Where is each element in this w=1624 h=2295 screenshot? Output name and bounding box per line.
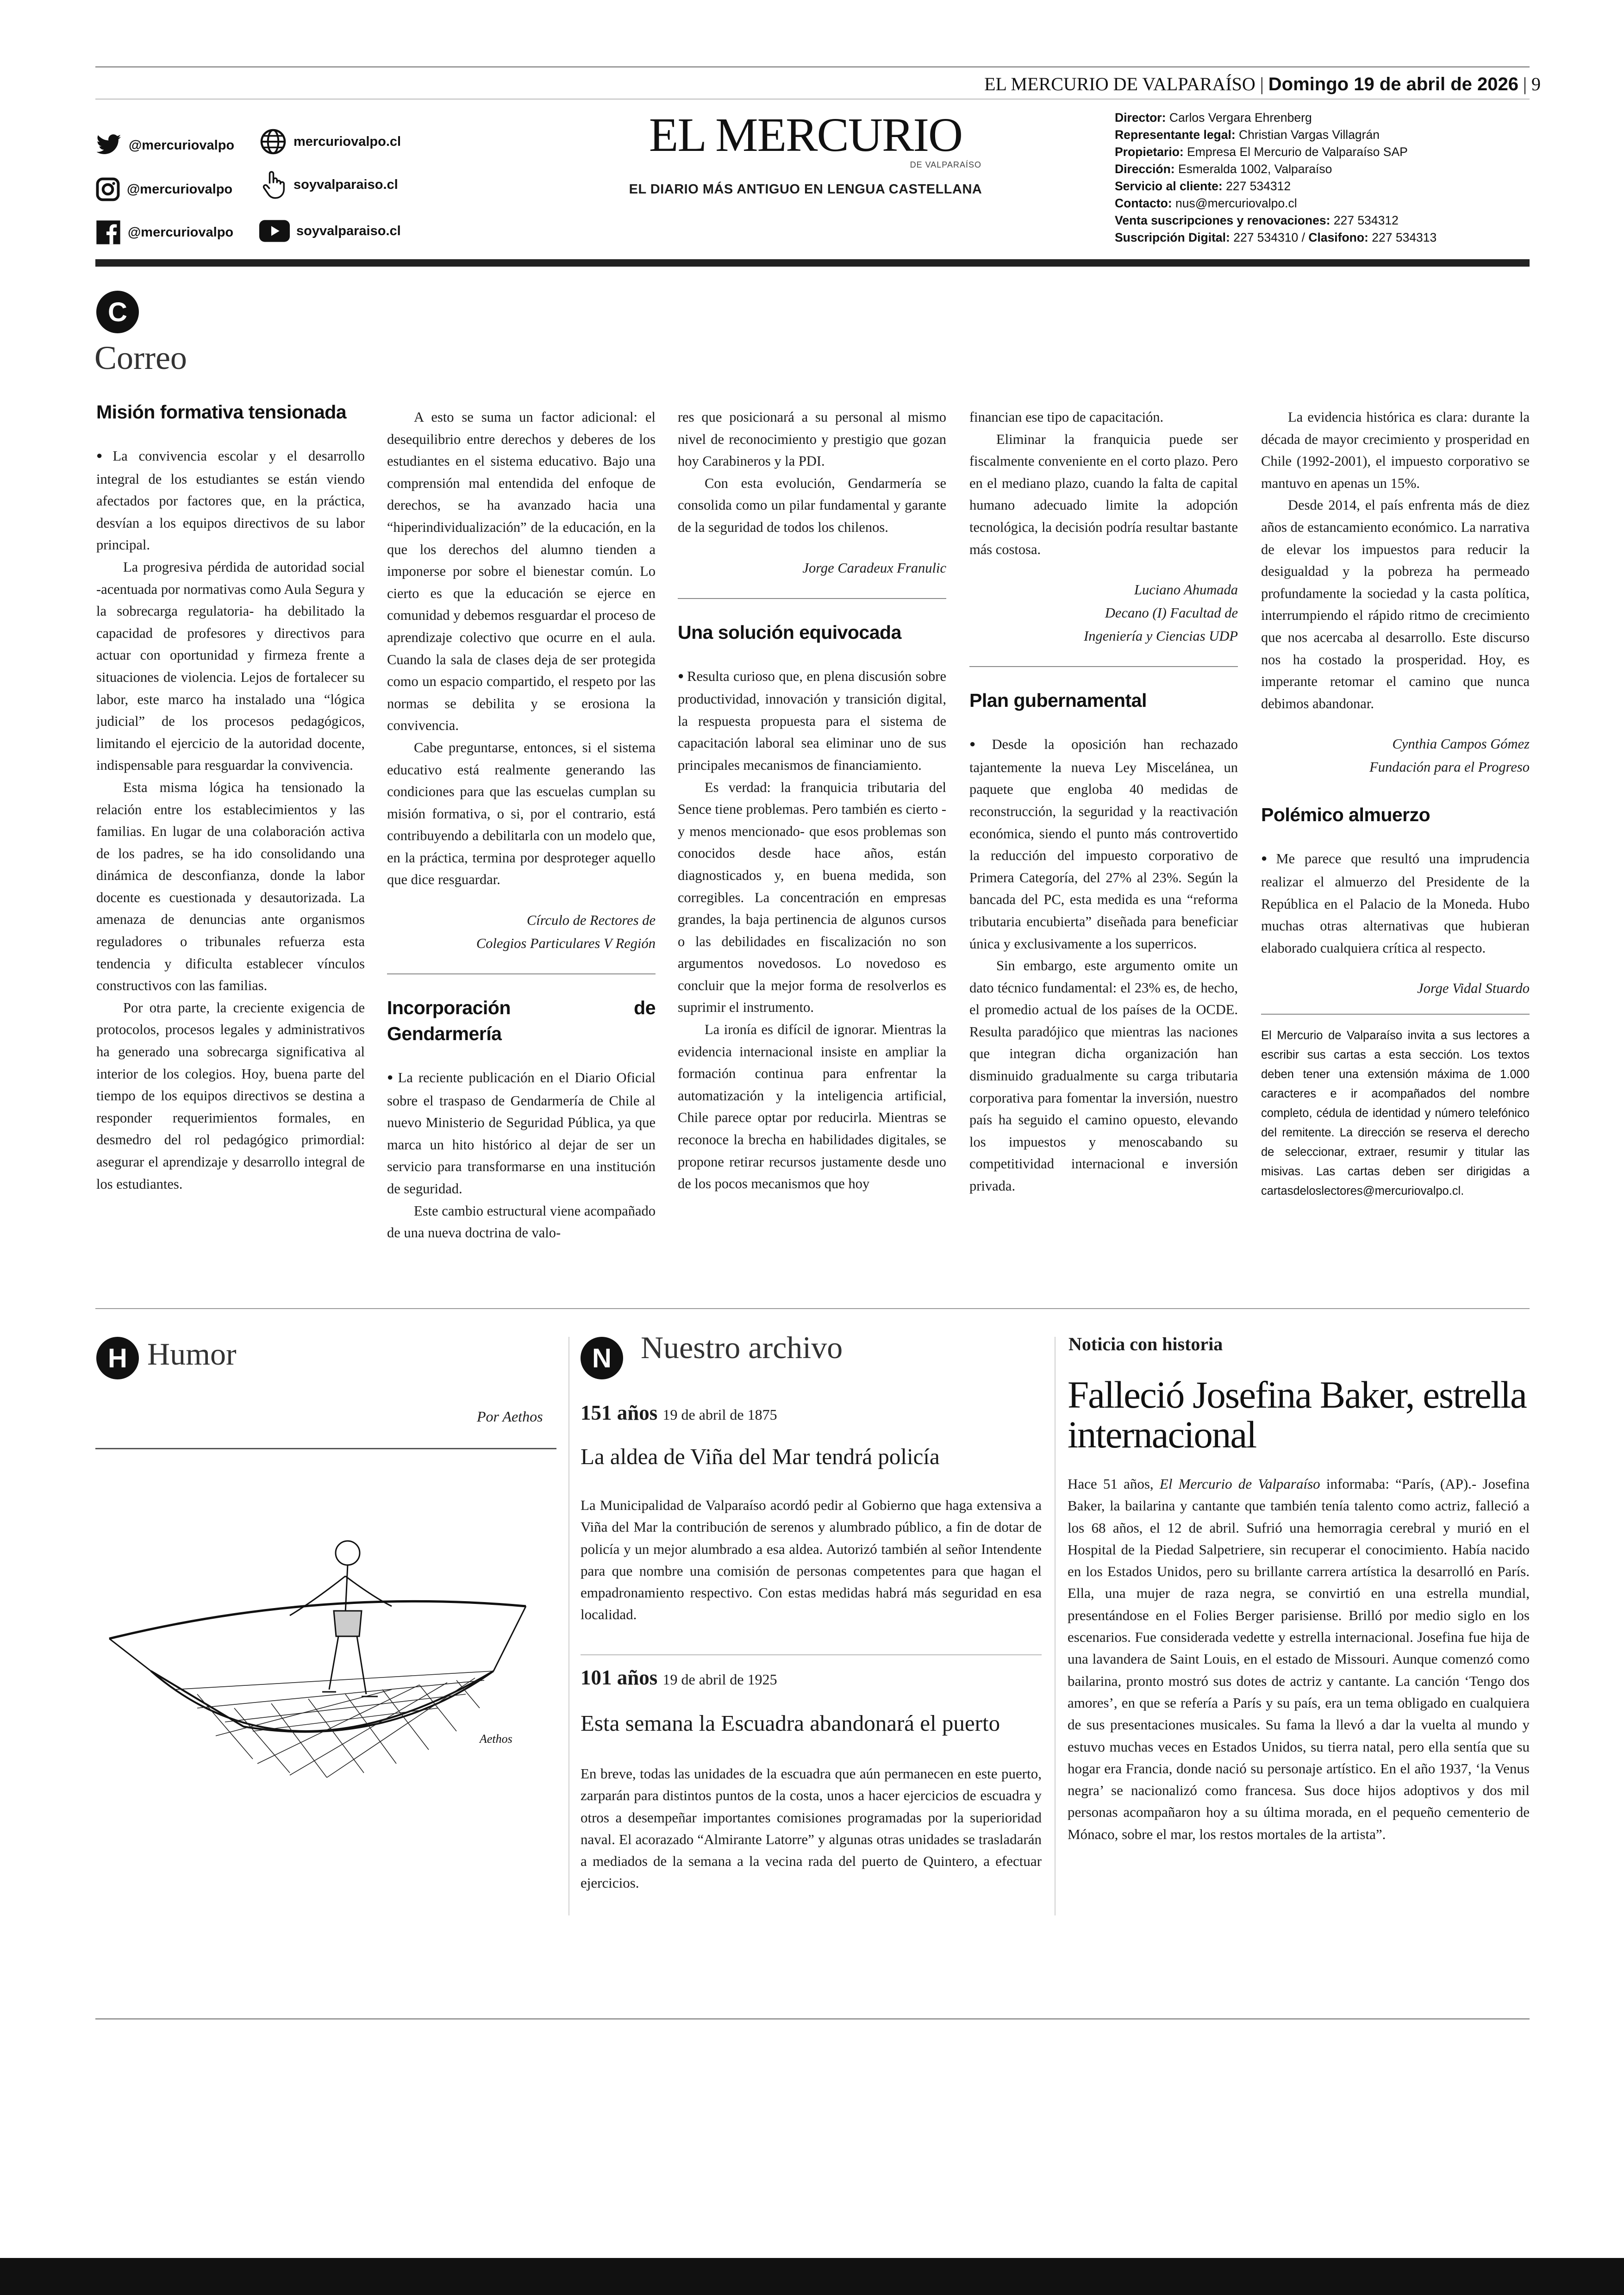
masthead <box>611 108 1000 197</box>
archive-item-2-header <box>581 1665 777 1690</box>
letter-signature: Círculo de Rectores de Colegios Particulares V Región <box>476 912 656 952</box>
letter-column-4 <box>969 406 1238 1197</box>
staff-line: Servicio al cliente: 227 534312 <box>1115 179 1291 193</box>
letter-paragraph: Esta misma lógica ha tensionado la relación entre los establecimientos y las familias. En lugar de una colaboración activa de los padres, se ha ido consolidando una dinámica de desconfianza, donde la labor docente es cuestionada y desautorizada. La amenaza de denuncias ante organismos reguladores o tribunales refuerza esta tendencia y dificulta establecer vínculos constructivos con las familias. <box>96 779 365 994</box>
letter-divider <box>387 973 656 974</box>
masthead-bottom-rule <box>95 259 1530 267</box>
humor-rule <box>95 1448 556 1449</box>
letter-headline: Una solución equivocada <box>678 621 901 643</box>
letter-signature: Luciano Ahumada Decano (I) Facultad de Ingeniería y Ciencias UDP <box>1084 582 1238 644</box>
letter-paragraph: Desde 2014, el país enfrenta más de diez años de estancamiento económico. La narrativa de elevar los impuestos para reducir la desigualdad y la pobreza ha permeado profundamente la sociedad y la casta política, interrumpiendo el rápido ritmo de crecimiento que nos acercaba al desarrollo. Este discurso nos ha costado la prosperidad. Hoy, es imperante retomar el camino que nunca debimos abandonar. <box>1261 497 1530 711</box>
letter-column-5 <box>1261 406 1530 1201</box>
letter-divider <box>1261 1014 1530 1015</box>
letter-headline: Misión formativa tensionada <box>96 401 347 423</box>
column-divider <box>568 1337 569 1915</box>
social-instagram[interactable] <box>95 177 232 202</box>
archive-headline: Esta semana la Escuadra abandonará el puerto <box>581 1710 1000 1736</box>
letter-paragraph: ● Resulta curioso que, en plena discusión sobre productividad, innovación y transición digital, la respuesta propuesta para el sistema de capacitación laboral sea eliminar uno de sus principales mecanismos de financiamiento. <box>678 666 946 777</box>
instagram-handle: @mercuriovalpo <box>127 181 233 197</box>
letter-column-3 <box>678 406 946 1195</box>
correo-bottom-rule <box>95 1308 1530 1309</box>
letter-headline: Polémico almuerzo <box>1261 804 1430 826</box>
archivo-title: Nuestro archivo <box>641 1330 843 1365</box>
letter-paragraph: La ironía es difícil de ignorar. Mientras la evidencia internacional insiste en ampliar la formación continua para enfrentar la automatización y la inteligencia artificial, Chile parece optar por reducirla. Mientras se reconoce la brecha en habilidades digitales, se propone retirar recursos justamente desde uno de los pocos mecanismos que hoy <box>678 1022 946 1192</box>
twitter-icon <box>95 134 122 156</box>
letter-signature: Jorge Vidal Stuardo <box>1417 980 1530 997</box>
masthead-tagline: EL DIARIO MÁS ANTIGUO EN LENGUA CASTELLANA <box>629 182 982 197</box>
hammock-mesh <box>174 1671 493 1777</box>
staff-box <box>1115 109 1531 246</box>
correo-badge: C <box>96 291 139 333</box>
facebook-handle: @mercuriovalpo <box>128 225 234 240</box>
story-headline: Falleció Josefina Baker, estrella internacional <box>1068 1373 1526 1456</box>
social-web2[interactable] <box>259 169 398 200</box>
letter-column-1 <box>96 399 365 1195</box>
letter-divider <box>678 598 946 599</box>
letter-paragraph: Por otra parte, la creciente exigencia de protocolos, procesos legales y administrativos ha generado una sobrecarga significativa al interior de los colegios. Hoy, buena parte del tiempo de los equipos directivos se destina a responder requerimientos formales, en desmedro del rol pedagógico primordial: asegurar el aprendizaje y desarrollo integral de los estudiantes. <box>96 999 365 1192</box>
masthead-logo: EL MERCURIO <box>649 108 962 162</box>
letter-paragraph: A esto se suma un factor adicional: el desequilibrio entre derechos y deberes de los estudiantes en el sistema educativo. Bajo una comprensión mal entendida del enfoque de derechos, se ha avanzado hacia una “hiperindividualización” de la educación, en la que los derechos del alumno tienden a imponerse por sobre el bienestar común. Lo cierto es que la educación se ejerce en comunidad y debemos resguardar el proceso de aprendizaje colectivo que ocurre en el aula. Cuando la sala de clases deja de ser protegida como un espacio compartido, el respeto por las normas se debilita y se erosiona la convivencia. <box>387 409 656 734</box>
letter-paragraph: Con esta evolución, Gendarmería se consolida como un pilar fundamental y garante de la seguridad de todos los chilenos. <box>678 475 946 535</box>
letter-paragraph: ● Desde la oposición han rechazado tajantemente la nueva Ley Miscelánea, un paquete que engloba 40 medidas de reconstrucción, la seguridad y la reactivación económica, siendo el punto más controvertido la reducción del impuesto corporativo de Primera Categoría, del 27% al 23%. Según la bancada del PC, esta medida es una “reforma tributaria encubierta” diseñada para beneficiar única y exclusivamente a los superricos. <box>969 734 1238 955</box>
archive-divider <box>581 1654 1042 1655</box>
staff-line: Suscripción Digital: 227 534310 / Clasifono: 227 534313 <box>1115 231 1437 244</box>
letter-paragraph: Eliminar la franquicia puede ser fiscalmente conveniente en el corto plazo. Pero en el mediano plazo, cuando la falta de capital humano adecuado limite la adopción tecnológica, la decisión podría resultar bastante más costosa. <box>969 431 1238 557</box>
instagram-icon <box>95 177 120 202</box>
letter-paragraph: La progresiva pérdida de autoridad social -acentuada por normativas como Aula Segura y la sobrecarga regulatoria- ha debilitado la capacidad de profesores y directivos para actuar con oportunidad y firmeza frente a situaciones de violencia. Lejos de fortalecer su labor, este marco ha instalado una “lógica judicial” de los procesos pedagógicos, limitando el ejercicio de la autoridad docente, indispensable para resguardar la convivencia. <box>96 559 365 773</box>
letter-signature: Cynthia Campos Gómez Fundación para el Progreso <box>1369 736 1530 775</box>
youtube-handle: soyvalparaiso.cl <box>296 223 401 238</box>
page-bottom-rule <box>95 2018 1530 2020</box>
archive-headline: La aldea de Viña del Mar tendrá policía <box>581 1444 940 1469</box>
letter-paragraph: La evidencia histórica es clara: durante la década de mayor crecimiento y prosperidad en Chile (1992-2001), el impuesto corporativo se mantuvo en apenas un 15%. <box>1261 409 1530 491</box>
letter-paragraph: Es verdad: la franquicia tributaria del Sence tiene problemas. Pero también es cierto -y menos mencionado- que esos problemas son conocidos desde hace años, están diagnosticados y, en buena medida, son corregibles. La concentración en empresas grandes, la baja pertinencia de algunos cursos o las debilidades en fiscalización no son argumentos novedosos. Lo novedoso es concluir que la mejor forma de resolverlos es suprimir el instrumento. <box>678 779 946 1016</box>
staff-line: Contacto: nus@mercuriovalpo.cl <box>1115 196 1297 210</box>
humor-cartoon <box>95 1532 556 1819</box>
story-text: Hace 51 años, El Mercurio de Valparaíso informaba: “París, (AP).- Josefina Baker, la bailarina y cantante que también tenía talento como actriz, falleció a los 68 años, el 12 de abril. Sufrió una hemorragia cerebral y murió en el Hospital de la Piedad Salpetriere, sin recuperar el conocimiento. Había nacido en los Estados Unidos, pero su brillante carrera artística la desarrolló en París. Ella, una mujer de raza negra, se convirtió en una estrella mundial, presentándose en el Folies Berger parisiense. Brilló por medio siglo en los escenarios. Fue considerada vedette y estrella internacional. Josefina fue hija de una lavandera de Saint Louis, en el estado de Missouri. Aunque comenzó como bailarina, pronto mostró sus dotes de actriz y cantante. La canción ‘Tengo dos amores’, en que se refería a París y su país, era un tema obligado en cualquiera de sus presentaciones musicales. Su fama la llevó a dar la vuelta al mundo y estuvo muchas veces en Estados Unidos, su tierra natal, pero ella sentía que su hogar era Francia, donde nació su personaje artístico. En el año 1937, ‘la Venus negra’ se nacionalizó como francesa. Sus doce hijos adoptivos y dos mil personas acompañaron hoy a su última morada, en el pequeño cementerio de Mónaco, sobre el mar, los restos mortales de la artista”. <box>1068 1476 1530 1842</box>
staff-line: Representante legal: Christian Vargas Villagrán <box>1115 128 1380 142</box>
story-kicker: Noticia con historia <box>1068 1334 1223 1354</box>
archivo-badge: N <box>581 1337 623 1379</box>
letter-paragraph: res que posicionará a su personal al mismo nivel de reconocimiento y prestigio que gozan hoy Carabineros y la PDI. <box>678 409 946 469</box>
masthead-sub: DE VALPARAÍSO <box>910 160 981 169</box>
letter-paragraph: Este cambio estructural viene acompañado de una nueva doctrina de valo- <box>387 1203 656 1241</box>
letter-headline: Incorporación de Gendarmería <box>387 997 656 1045</box>
tightrope-walker <box>290 1541 392 1696</box>
letter-divider <box>969 666 1238 667</box>
humor-byline: Por Aethos <box>477 1408 543 1425</box>
letter-paragraph: financian ese tipo de capacitación. <box>969 409 1164 425</box>
balance-pole <box>109 1601 526 1639</box>
letter-paragraph: ● Me parece que resultó una imprudencia realizar el almuerzo del Presidente de la República en el Palacio de la Moneda. Hubo muchas otras alternativas que hubieran elaborado cualquiera crítica al respecto. <box>1261 848 1530 959</box>
globe-icon <box>259 128 287 156</box>
social-web[interactable] <box>259 128 401 156</box>
humor-title: Humor <box>147 1336 237 1372</box>
archive-date: 19 de abril de 1875 <box>662 1406 777 1423</box>
letter-signature: Jorge Caradeux Franulic <box>802 560 946 576</box>
social-twitter[interactable] <box>95 134 234 156</box>
twitter-handle: @mercuriovalpo <box>129 137 235 153</box>
staff-line: Propietario: Empresa El Mercurio de Valparaíso SAP <box>1115 145 1408 159</box>
archive-text: La Municipalidad de Valparaíso acordó pedir al Gobierno que haga extensiva a Viña del Mar la contribución de serenos y alumbrado público, a fin de dotar de policía y un mejor alumbrado a esa aldea. Autorizó también al señor Intendente para que nombre una comisión de personas competentes para que hagan el empadronamiento respectivo. Con estas medidas habrá más seguridad en esa localidad. <box>581 1497 1042 1623</box>
humor-badge: H <box>96 1337 139 1379</box>
paper-name: EL MERCURIO DE VALPARAÍSO <box>984 74 1255 94</box>
archive-years: 101 años <box>581 1666 658 1689</box>
letter-column-2 <box>387 406 656 1244</box>
letter-paragraph: ● La reciente publicación en el Diario Oficial sobre el traspaso de Gendarmería de Chile al nuevo Ministerio de Seguridad Pública, ya que marca un hito histórico al dejar de ser un servicio para transformarse en una institución de seguridad. <box>387 1067 656 1200</box>
youtube-icon <box>259 220 290 242</box>
letter-paragraph: Sin embargo, este argumento omite un dato técnico fundamental: el 23% es, de hecho, el promedio actual de los países de la OCDE. Resulta paradójico que mientras las naciones que integran dicha organización han disminuido gradualmente su carga tributaria corporativa para fomentar la inversión, nuestro país ha seguido el camino opuesto, elevando los impuestos y menoscabando su competitividad internacional e inversión privada. <box>969 958 1238 1194</box>
issue-date: Domingo 19 de abril de 2026 <box>1268 74 1518 94</box>
letter-paragraph: ● La convivencia escolar y el desarrollo integral de los estudiantes se están viendo afectados por factores que, en la práctica, desvían a los equipos directivos de su labor principal. <box>96 445 365 556</box>
cartoon-signature: Aethos <box>480 1732 512 1746</box>
archive-date: 19 de abril de 1925 <box>662 1671 777 1688</box>
letters-notice: El Mercurio de Valparaíso invita a sus lectores a escribir sus cartas a esta sección. Los textos deben tener una extensión máxima de 1.000 caracteres e ir acompañados del nombre completo, cédula de identidad y número telefónico del remitente. La dirección se reserva el derecho de seleccionar, extraer, resumir y titular las misivas. Las cartas deben ser dirigidas a cartasdeloslectores@mercuriovalpo.cl. <box>1261 1029 1530 1198</box>
web-url: mercuriovalpo.cl <box>294 134 401 149</box>
facebook-icon <box>95 218 121 246</box>
social-youtube[interactable] <box>259 220 401 242</box>
archive-text: En breve, todas las unidades de la escuadra que aún permanecen en este puerto, zarparán para distintos puntos de la costa, unos a hacer ejercicios de escuadra y otros a desempeñar importantes comisiones programadas por la superioridad naval. El acorazado “Almirante Latorre” y algunas otras unidades se trasladarán a mediados de la semana a la vecina rada del puerto de Quintero, a efectuar ejercicios. <box>581 1765 1042 1891</box>
bottom-bar <box>0 2258 1624 2295</box>
dateline: EL MERCURIO DE VALPARAÍSO | Domingo 19 de abril de 2026 | 9 <box>984 74 1541 94</box>
letter-paragraph: Cabe preguntarse, entonces, si el sistema educativo está realmente generando las condiciones para que las escuelas cumplan su misión formativa, o si, por el contrario, está contribuyendo a debilitarla con un modelo que, en la práctica, termina por desproteger aquello que dice resguardar. <box>387 739 656 888</box>
correo-title: Correo <box>94 339 187 376</box>
staff-line: Director: Carlos Vergara Ehrenberg <box>1115 111 1312 125</box>
pointer-hand-icon <box>259 169 287 200</box>
staff-line: Venta suscripciones y renovaciones: 227 534312 <box>1115 213 1399 227</box>
letter-headline: Plan gubernamental <box>969 690 1147 711</box>
archive-item-1-header <box>581 1401 777 1425</box>
web2-url: soyvalparaiso.cl <box>294 177 398 192</box>
social-facebook[interactable] <box>95 218 233 246</box>
page-number: 9 <box>1531 74 1541 94</box>
archive-years: 151 años <box>581 1401 658 1424</box>
column-divider <box>1055 1337 1056 1915</box>
dateline-rule <box>95 99 1530 100</box>
top-rule <box>95 66 1530 68</box>
staff-line: Dirección: Esmeralda 1002, Valparaíso <box>1115 162 1332 176</box>
